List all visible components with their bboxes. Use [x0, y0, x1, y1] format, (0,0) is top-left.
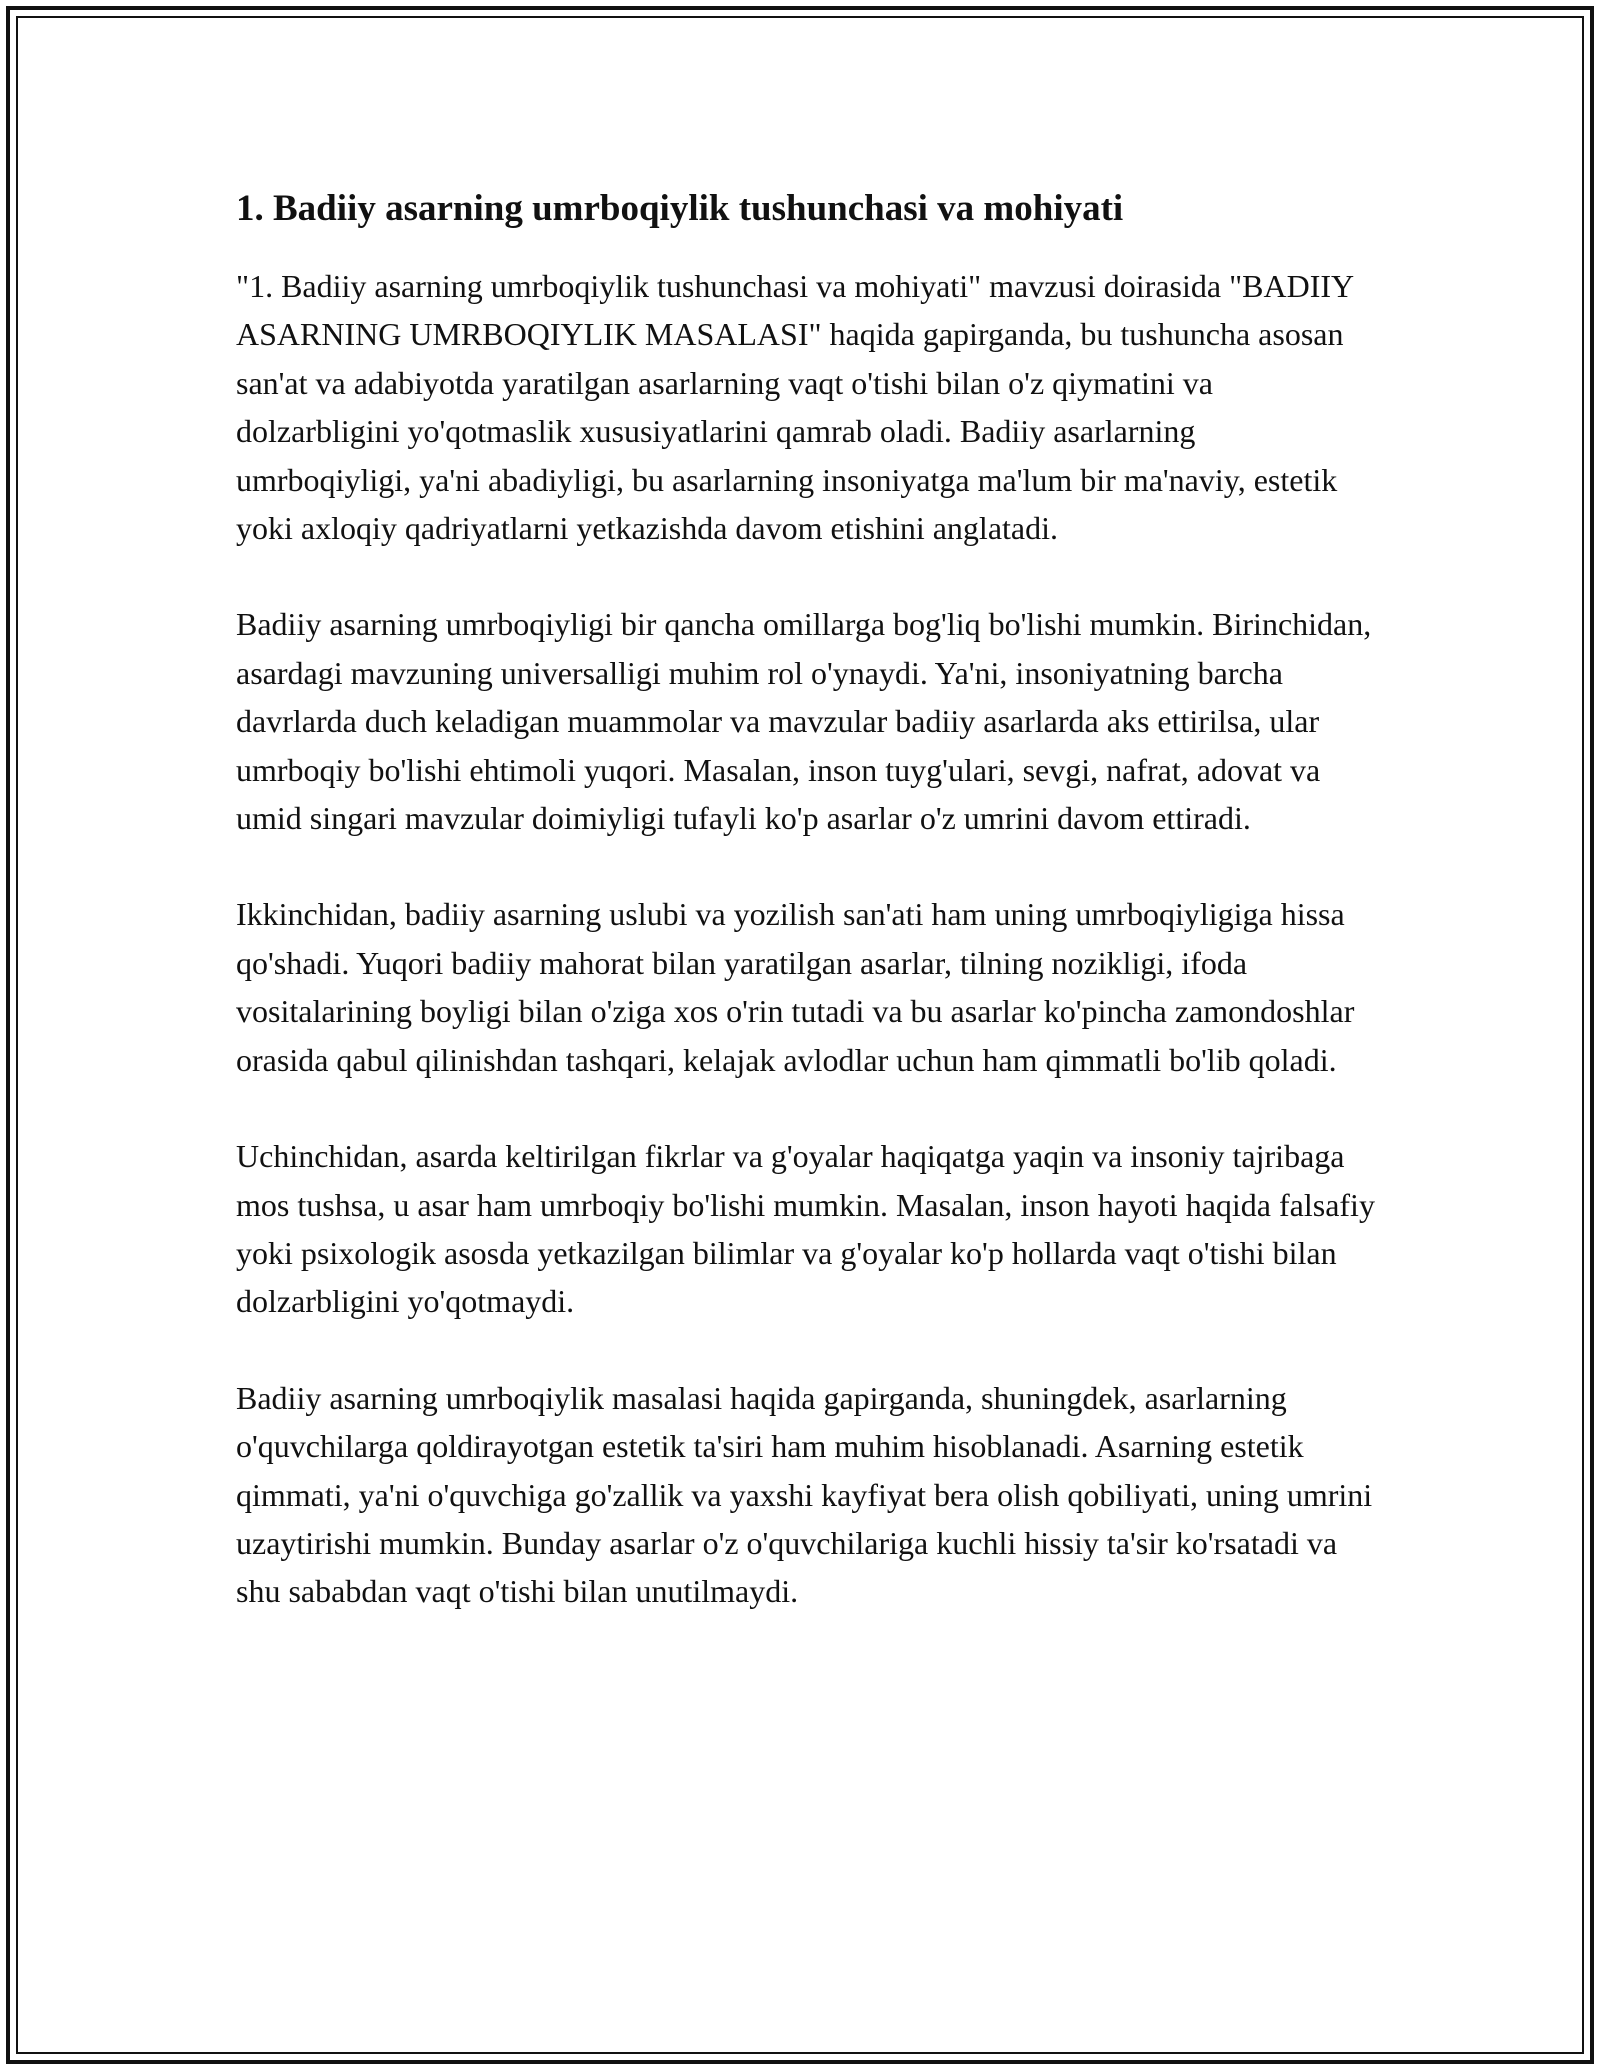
section-heading: 1. Badiiy asarning umrboqiylik tushunchasi va mohiyati — [236, 188, 1124, 229]
paragraph-1: "1. Badiiy asarning umrboqiylik tushunchasi va mohiyati" mavzusi doirasida "BADIIY ASARNING UMRBOQIYLIK MASALASI" haqida gapirganda, bu tushuncha asosan san'at va adabiyotda yaratilgan asarlarning vaqt o'tishi bilan o'z qiymatini va dolzarbligini yo'qotmaslik xususiyatlarini qamrab oladi. Badiiy asarlarning umrboqiyligi, ya'ni abadiyligi, bu asarlarning insoniyatga ma'lum bir ma'naviy, estetik yoki axloqiy qadriyatlarni yetkazishda davom etishini anglatadi. — [236, 268, 1353, 547]
paragraph-4: Uchinchidan, asarda keltirilgan fikrlar va g'oyalar haqiqatga yaqin va insoniy tajribaga mos tushsa, u asar ham umrboqiy bo'lishi mumkin. Masalan, inson hayoti haqida falsafiy yoki psixologik asosda yetkazilgan bilimlar va g'oyalar ko'p hollarda vaqt o'tishi bilan dolzarbligini yo'qotmaydi. — [236, 1138, 1375, 1320]
paragraph-3: Ikkinchidan, badiiy asarning uslubi va yozilish san'ati ham uning umrboqiyligiga hissa qo'shadi. Yuqori badiiy mahorat bilan yaratilgan asarlar, tilning nozikligi, ifoda vositalarining boyligi bilan o'ziga xos o'rin tutadi va bu asarlar ko'pincha zamondoshlar orasida qabul qilinishdan tashqari, kelajak avlodlar uchun ham qimmatli bo'lib qoladi. — [236, 896, 1355, 1078]
paragraph-2: Badiiy asarning umrboqiyligi bir qancha omillarga bog'liq bo'lishi mumkin. Birinchidan, asardagi mavzuning universalligi muhim rol o'ynaydi. Ya'ni, insoniyatning barcha davrlarda duch keladigan muammolar va mavzular badiiy asarlarda aks ettirilsa, ular umrboqiy bo'lishi ehtimoli yuqori. Masalan, inson tuyg'ulari, sevgi, nafrat, adovat va umid singari mavzular doimiyligi tufayli ko'p asarlar o'z umrini davom ettiradi. — [236, 606, 1372, 837]
document-content — [236, 186, 1376, 1664]
paragraph-5: Badiiy asarning umrboqiylik masalasi haqida gapirganda, shuningdek, asarlarning o'quvchilarga qoldirayotgan estetik ta'siri ham muhim hisoblanadi. Asarning estetik qimmati, ya'ni o'quvchiga go'zallik va yaxshi kayfiyat bera olish qobiliyati, uning umrini uzaytirishi mumkin. Bunday asarlar o'z o'quvchilariga kuchli hissiy ta'sir ko'rsatadi va shu sababdan vaqt o'tishi bilan unutilmaydi. — [236, 1379, 1373, 1610]
